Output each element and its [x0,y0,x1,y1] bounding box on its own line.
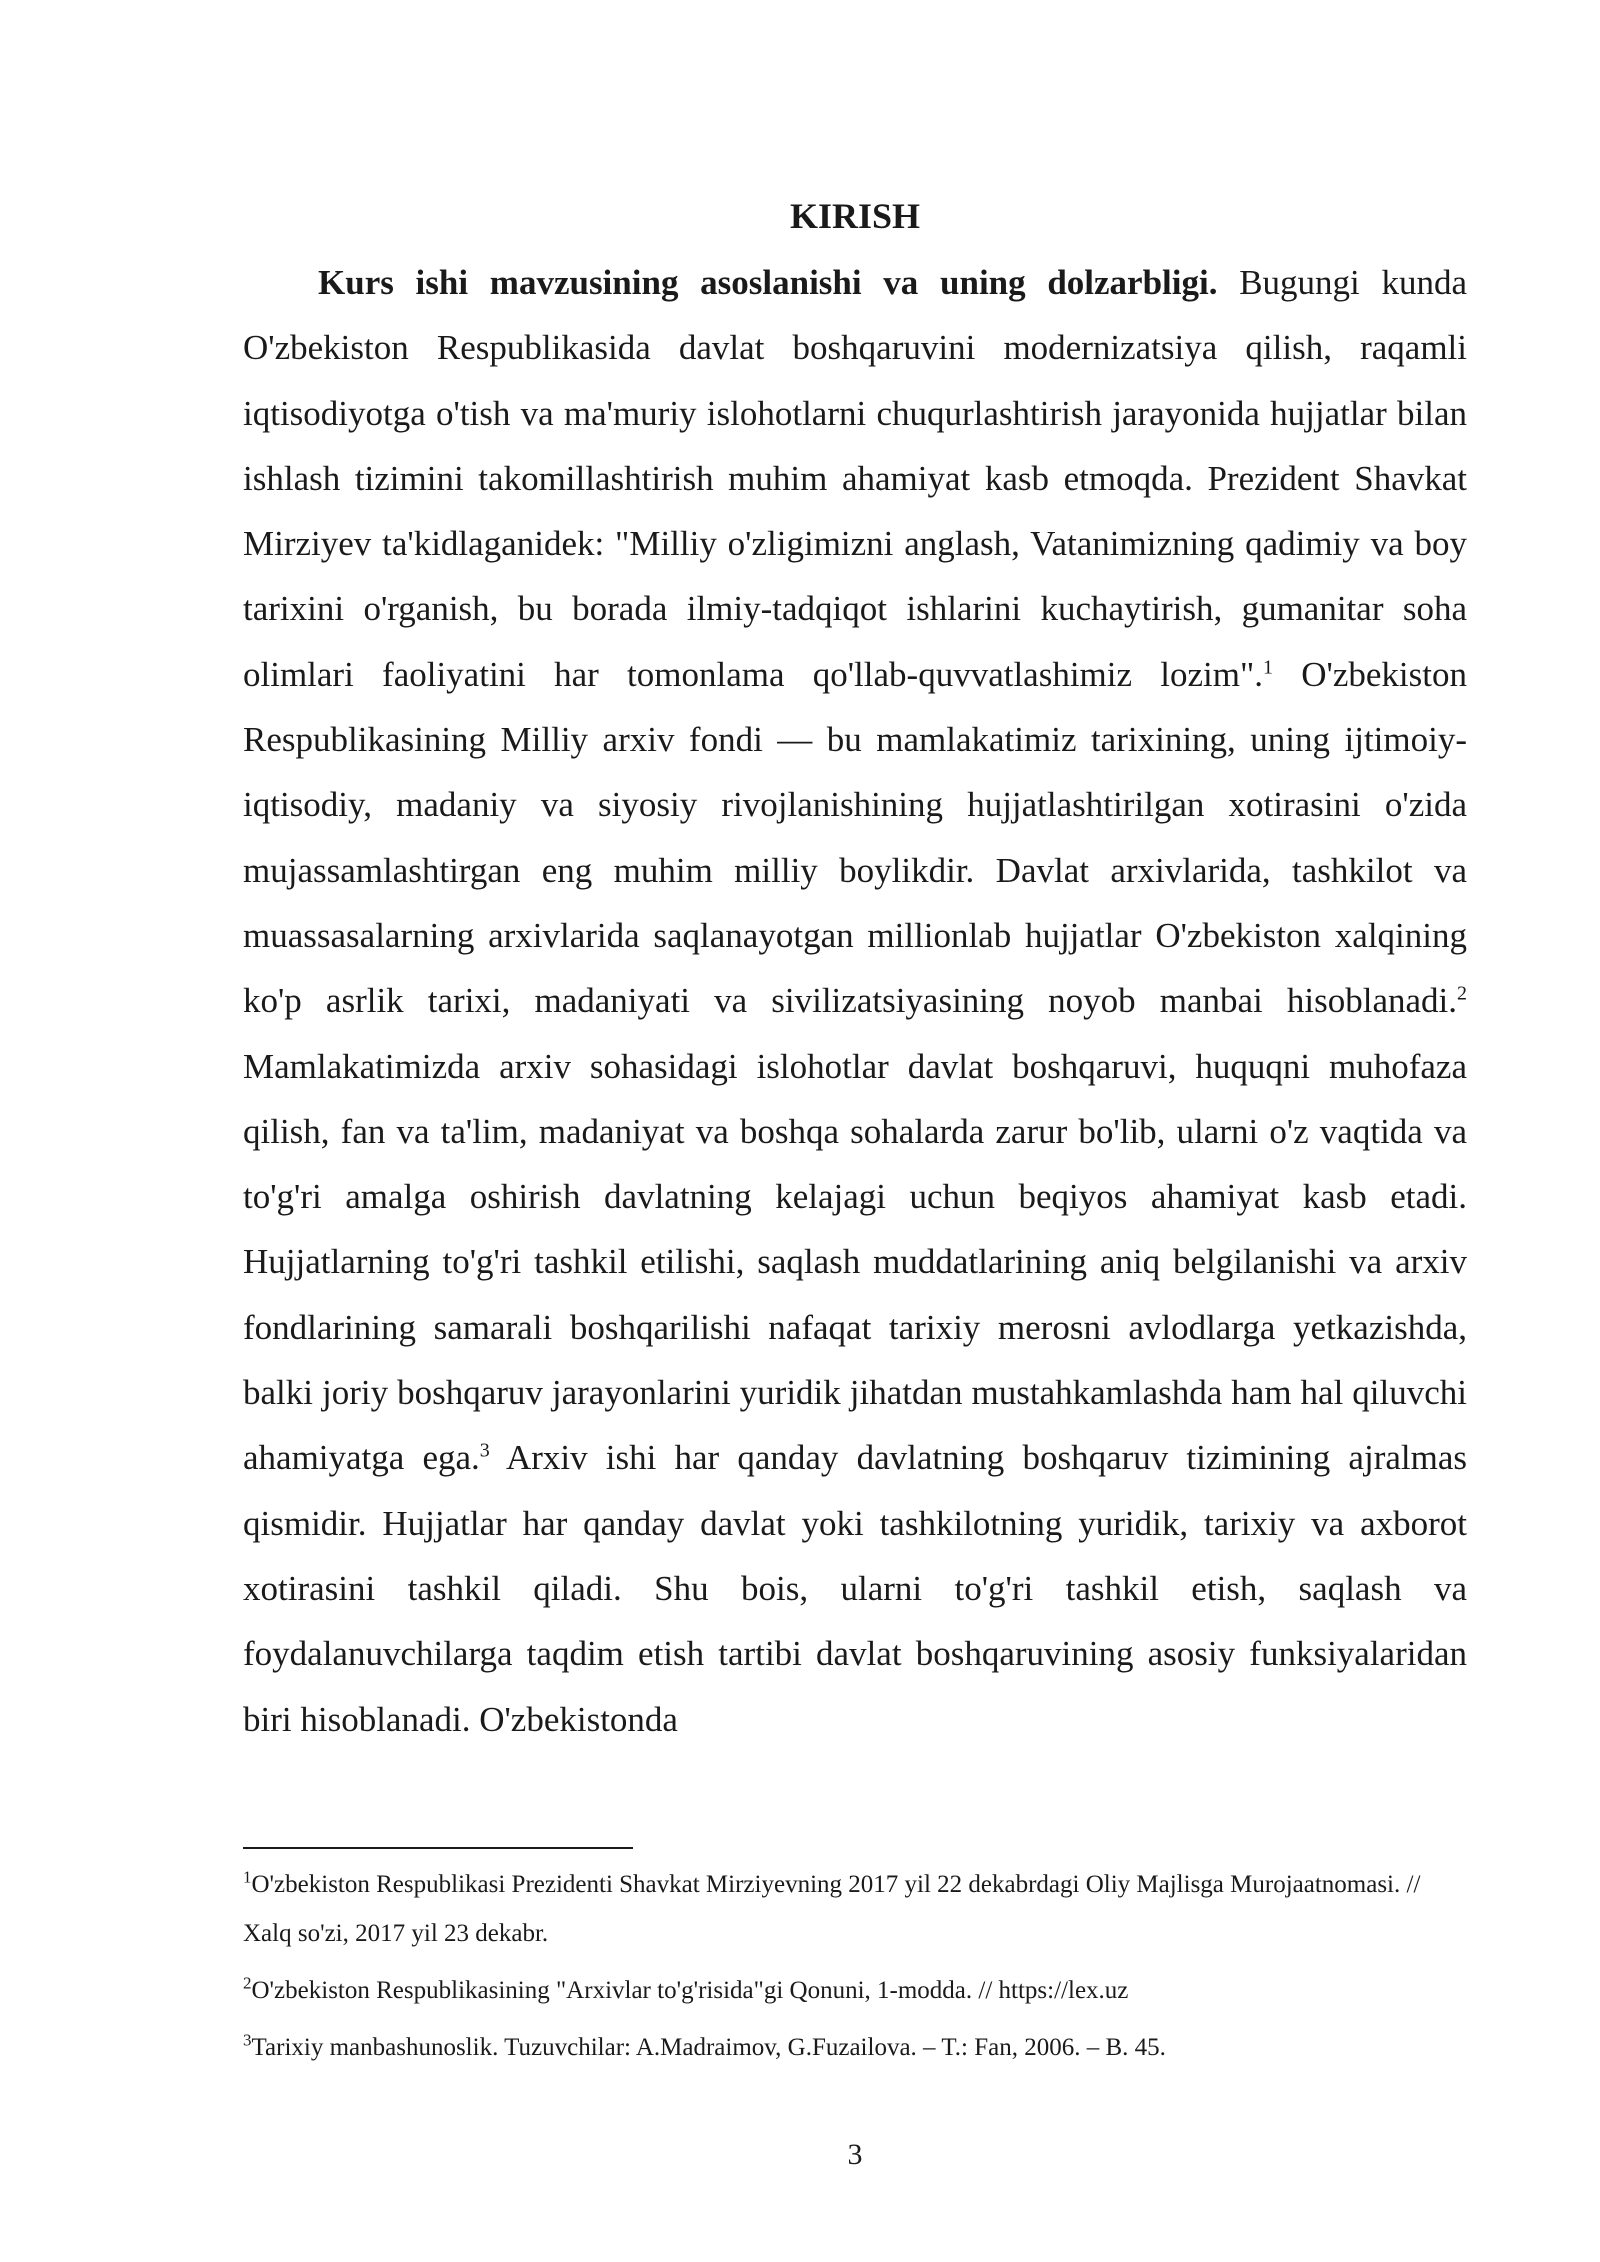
paragraph-text-3: Mamlakatimizda arxiv sohasidagi islohotlar davlat boshqaruvi, huquqni muhofaza qilish, fan va ta'lim, madaniyat va boshqa sohalarda zarur bo'lib, ularni o'z vaqtida va to'g'ri amalga oshirish davlatning kelajagi uchun beqiyos ahamiyat kasb etadi. Hujjatlarning to'g'ri tashkil etilishi, saqlash muddatlarining aniq belgilanishi va arxiv fondlarining samarali boshqarilishi nafaqat tarixiy merosni avlodlarga yetkazishda, balki joriy boshqaruv jarayonlarini yuridik jihatdan mustahkamlashda ham hal qiluvchi ahamiyatga ega. [243,1046,1467,1478]
footnote-1 [243,1860,1467,1958]
footnote-separator [243,1847,633,1849]
footnote-number: 3 [243,2030,252,2050]
footnote-text: O'zbekiston Respublikasi Prezidenti Shavkat Mirziyevning 2017 yil 22 dekabrdagi Oliy Majlisga Murojaatnomasi. // Xalq so'zi, 2017 yil 23 dekabr. [243,1871,1421,1947]
footnotes-section [243,1860,1467,2080]
footnote-2 [243,1966,1467,2015]
footnote-ref-2[interactable]: 2 [1457,982,1467,1005]
document-page [243,0,1467,2262]
footnote-number: 2 [243,1973,252,1993]
page-number: 3 [847,2138,863,2171]
section-heading: KIRISH [789,196,921,236]
footnote-number: 1 [243,1867,252,1887]
footnote-ref-1[interactable]: 1 [1263,656,1274,679]
paragraph-lead-bold: Kurs ishi mavzusining asoslanishi va uning dolzarbligi. [318,263,1218,302]
footnote-text: O'zbekiston Respublikasining "Arxivlar to'g'risida"gi Qonuni, 1-modda. // https://lex.uz [251,1977,1129,2004]
footnote-ref-3[interactable]: 3 [479,1439,490,1462]
footnote-text: Tarixiy manbashunoslik. Tuzuvchilar: A.Madraimov, G.Fuzailova. – T.: Fan, 2006. – B. 45. [251,2034,1166,2061]
footnote-3 [243,2023,1467,2072]
paragraph-text-4: Arxiv ishi har qanday davlatning boshqaruv tizimining ajralmas qismidir. Hujjatlar har qanday davlat yoki tashkilotning yuridik, tarixiy va axborot xotirasini tashkil qiladi. Shu bois, ularni to'g'ri tashkil etish, saqlash va foydalanuvchilarga taqdim etish tartibi davlat boshqaruvining asosiy funksiyalaridan biri hisoblanadi. O'zbekistonda [243,1438,1467,1739]
paragraph-text-2: O'zbekiston Respublikasining Milliy arxiv fondi — bu mamlakatimiz tarixining, uning ijtimoiy-iqtisodiy, madaniy va siyosiy rivojlanishining hujjatlashtirilgan xotirasini o'zida mujassamlashtirgan eng muhim milliy boylikdir. Davlat arxivlarida, tashkilot va muassasalarning arxivlarida saqlanayotgan millionlab hujjatlar O'zbekiston xalqining ko'p asrlik tarixi, madaniyati va sivilizatsiyasining noyob manbai hisoblanadi. [243,654,1467,1021]
paragraph-text-1: Bugungi kunda O'zbekiston Respublikasida davlat boshqaruvini modernizatsiya qilish, raqamli iqtisodiyotga o'tish va ma'muriy islohotlarni chuqurlashtirish jarayonida hujjatlar bilan ishlash tizimini takomillashtirish muhim ahamiyat kasb etmoqda. Prezident Shavkat Mirziyev ta'kidlaganidek: "Milliy o'zligimizni anglash, Vatanimizning qadimiy va boy tarixini o'rganish, bu borada ilmiy-tadqiqot ishlarini kuchaytirish, gumanitar soha olimlari faoliyatini har tomonlama qo'llab-quvvatlashimiz lozim". [243,263,1467,694]
body-paragraph [243,250,1467,1752]
